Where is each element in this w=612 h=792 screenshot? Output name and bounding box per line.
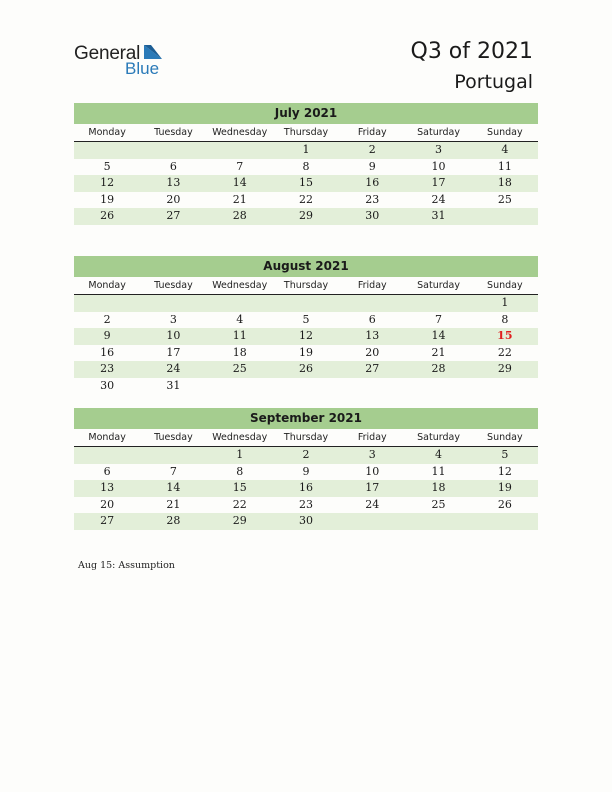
date-cell: 22: [232, 497, 247, 511]
date-cell: 1: [236, 448, 244, 461]
week-row: [74, 378, 538, 395]
week-row: [74, 480, 538, 497]
week-row: [74, 142, 538, 159]
page-title: Q3 of 2021: [410, 39, 533, 64]
date-cell: 16: [298, 481, 313, 494]
holiday-date-cell: 15: [497, 329, 513, 342]
country-name: Portugal: [454, 71, 533, 93]
weekday-label: Sunday: [487, 280, 523, 291]
date-cell: 29: [497, 362, 512, 375]
weekday-label: Thursday: [283, 280, 329, 291]
week-row: [74, 175, 538, 192]
date-cell: [140, 142, 206, 159]
date-cell: 24: [431, 192, 446, 206]
weekday-label: Wednesday: [212, 432, 268, 443]
date-cell: [74, 142, 140, 159]
date-cell: 15: [298, 176, 313, 189]
date-cell: 25: [431, 497, 446, 511]
date-cell: 6: [169, 159, 177, 173]
weekday-label: Tuesday: [154, 280, 193, 291]
date-cell: 8: [302, 159, 310, 173]
date-cell: 28: [431, 362, 446, 375]
holiday-note: Aug 15: Assumption: [78, 560, 175, 571]
week-row: [74, 345, 538, 362]
weekday-label: Tuesday: [154, 432, 193, 443]
date-cell: 21: [431, 345, 446, 359]
week-row: [74, 295, 538, 312]
date-cell: 19: [497, 481, 512, 494]
date-cell: 11: [431, 464, 446, 478]
date-cell: 17: [365, 481, 380, 494]
date-cell: 9: [103, 329, 111, 342]
date-cell: 10: [166, 329, 181, 342]
date-cell: 13: [365, 329, 380, 342]
month-title: July 2021: [74, 103, 538, 124]
date-cell: 3: [435, 143, 443, 156]
week-row: [74, 312, 538, 329]
date-cell: [74, 295, 140, 312]
weekday-label: Thursday: [283, 127, 329, 138]
date-cell: 21: [166, 497, 181, 511]
date-cell: 23: [100, 362, 115, 375]
date-cell: [339, 378, 405, 395]
date-cell: 10: [365, 464, 380, 478]
weekday-label: Friday: [357, 432, 387, 443]
date-cell: [140, 295, 206, 312]
date-cell: 3: [368, 448, 376, 461]
date-cell: 18: [497, 176, 512, 189]
weekday-label: Tuesday: [154, 127, 193, 138]
date-cell: 2: [302, 448, 310, 461]
date-cell: 27: [100, 514, 115, 527]
date-cell: 24: [166, 362, 181, 375]
date-cell: 13: [166, 176, 181, 189]
date-cell: [207, 378, 273, 395]
date-cell: 28: [232, 209, 247, 222]
date-cell: 4: [236, 312, 244, 326]
week-row: [74, 447, 538, 464]
weekday-label: Sunday: [487, 127, 523, 138]
date-cell: 5: [302, 312, 310, 326]
date-cell: [472, 208, 538, 225]
brand-logo: [74, 43, 174, 79]
date-cell: 14: [166, 481, 181, 494]
date-cell: 4: [501, 143, 509, 156]
date-cell: 9: [302, 464, 310, 478]
date-cell: 14: [431, 329, 446, 342]
date-cell: 13: [100, 481, 115, 494]
logo-text-general: General: [74, 43, 141, 64]
date-cell: 15: [232, 481, 247, 494]
date-cell: [405, 378, 471, 395]
date-cell: 7: [169, 464, 177, 478]
date-cell: [339, 295, 405, 312]
date-cell: 25: [232, 362, 247, 375]
date-cell: 22: [497, 345, 512, 359]
date-cell: 25: [497, 192, 512, 206]
date-cell: 17: [431, 176, 446, 189]
date-cell: 10: [431, 159, 446, 173]
logo-text-blue: Blue: [125, 59, 160, 78]
date-cell: 26: [100, 209, 115, 222]
week-row: [74, 192, 538, 209]
date-cell: 12: [497, 464, 512, 478]
date-cell: 30: [298, 514, 313, 527]
month-calendar-july: [74, 103, 538, 225]
date-cell: 18: [232, 345, 247, 359]
week-row: [74, 328, 538, 345]
date-cell: 24: [365, 497, 380, 511]
date-cell: 22: [298, 192, 313, 206]
date-cell: 30: [365, 209, 380, 222]
weekday-label: Saturday: [417, 432, 460, 443]
date-cell: 2: [103, 312, 111, 326]
date-cell: 4: [435, 448, 443, 461]
weekday-label: Wednesday: [212, 280, 268, 291]
week-row: [74, 464, 538, 481]
date-cell: 18: [431, 481, 446, 494]
date-cell: 27: [166, 209, 181, 222]
date-cell: 21: [232, 192, 247, 206]
date-cell: [273, 378, 339, 395]
date-cell: [339, 513, 405, 530]
date-cell: 11: [232, 329, 247, 342]
date-cell: 20: [166, 192, 181, 206]
date-cell: 7: [236, 159, 244, 173]
weekday-label: Monday: [88, 432, 126, 443]
date-cell: 8: [501, 312, 509, 326]
weekday-header-row: [74, 277, 538, 295]
week-row: [74, 513, 538, 530]
weekday-label: Wednesday: [212, 127, 268, 138]
date-cell: 8: [236, 464, 244, 478]
date-cell: 26: [497, 497, 512, 511]
date-cell: 12: [100, 176, 115, 189]
weekday-label: Thursday: [283, 432, 329, 443]
weekday-header-row: [74, 124, 538, 142]
date-cell: 2: [368, 143, 376, 156]
weekday-label: Saturday: [417, 127, 460, 138]
date-cell: 16: [100, 345, 115, 359]
date-cell: 12: [298, 329, 313, 342]
weekday-label: Friday: [357, 280, 387, 291]
date-cell: 31: [166, 378, 181, 392]
date-cell: [74, 447, 140, 464]
date-cell: 20: [100, 497, 115, 511]
week-row: [74, 208, 538, 225]
date-cell: 19: [298, 345, 313, 359]
weekday-label: Saturday: [417, 280, 460, 291]
date-cell: 19: [100, 192, 115, 206]
weekday-label: Friday: [357, 127, 387, 138]
logo-triangle-icon: [142, 44, 164, 60]
date-cell: 6: [103, 464, 111, 478]
date-cell: 30: [100, 378, 115, 392]
month-title: September 2021: [74, 408, 538, 429]
date-cell: 14: [232, 176, 247, 189]
date-cell: 5: [103, 159, 111, 173]
date-cell: 11: [497, 159, 512, 173]
date-cell: 27: [365, 362, 380, 375]
date-cell: [472, 513, 538, 530]
date-cell: 9: [368, 159, 376, 173]
date-cell: 5: [501, 448, 509, 461]
date-cell: 28: [166, 514, 181, 527]
date-cell: [405, 295, 471, 312]
weekday-header-row: [74, 429, 538, 447]
date-cell: 23: [298, 497, 313, 511]
date-cell: 29: [298, 209, 313, 222]
date-cell: [140, 447, 206, 464]
month-calendar-august: [74, 256, 538, 394]
date-cell: 17: [166, 345, 181, 359]
weekday-label: Sunday: [487, 432, 523, 443]
date-cell: 23: [365, 192, 380, 206]
date-cell: 16: [365, 176, 380, 189]
week-row: [74, 361, 538, 378]
date-cell: [273, 295, 339, 312]
week-row: [74, 497, 538, 514]
month-calendar-september: [74, 408, 538, 530]
date-cell: 20: [365, 345, 380, 359]
date-cell: [207, 142, 273, 159]
month-title: August 2021: [74, 256, 538, 277]
date-cell: 1: [501, 296, 509, 309]
date-cell: 31: [431, 209, 446, 222]
date-cell: [405, 513, 471, 530]
date-cell: 6: [368, 312, 376, 326]
date-cell: 1: [302, 143, 310, 156]
weekday-label: Monday: [88, 280, 126, 291]
date-cell: 29: [232, 514, 247, 527]
date-cell: [472, 378, 538, 395]
weekday-label: Monday: [88, 127, 126, 138]
date-cell: 3: [169, 312, 177, 326]
date-cell: 7: [435, 312, 443, 326]
date-cell: [207, 295, 273, 312]
week-row: [74, 159, 538, 176]
date-cell: 26: [298, 362, 313, 375]
